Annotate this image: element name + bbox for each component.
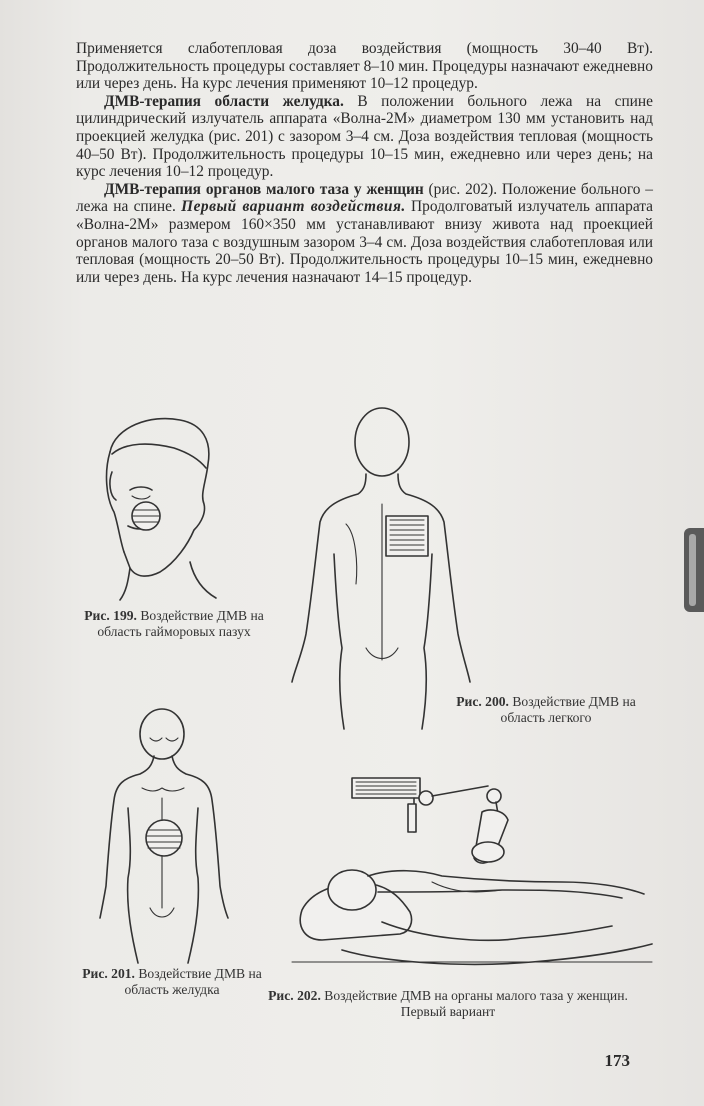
caption-199-text: Воздействие ДМВ на область гайморовых пазух <box>97 608 264 639</box>
paragraph-2-text: В положении больного лежа на спине цилиндрический излучатель аппарата «Волна-2М» диаметром 130 мм установить над проекцией желудка (рис. 201) с зазором 3–4 см. Доза воздействия тепловая (мощность 40–50 Вт). Продолжительность процедуры 10–15 мин, ежедневно или через день; на курс лечения 10–12 процедур. <box>76 92 653 181</box>
paragraph-3-text: Продолговатый излучатель аппарата «Волна-2М» размером 160×350 мм устанавливают внизу живота над проекцией органов малого таза с воздушным зазором 3–4 см. Доза воздействия слаботепловая или тепловая (мощность 20–50 Вт). Продолжительность процедуры 10–15 мин, ежедневно или через день. На курс лечения назначают 14–15 процедур. <box>76 198 653 286</box>
caption-202-label: Рис. 202. <box>268 988 321 1003</box>
caption-202-text: Воздействие ДМВ на органы малого таза у женщин. Первый вариант <box>324 988 628 1019</box>
body-text <box>76 40 653 286</box>
first-variant-label: Первый вариант воздействия. <box>181 198 406 216</box>
caption-201-text: Воздействие ДМВ на область желудка <box>124 966 262 997</box>
figure-201-front <box>92 708 242 963</box>
figure-202-reclining <box>282 772 662 977</box>
heading-pelvis: ДМВ-терапия органов малого таза у женщин <box>104 180 424 198</box>
page-number: 173 <box>604 1051 630 1070</box>
caption-fig-199 <box>74 608 274 640</box>
caption-201-label: Рис. 201. <box>82 966 135 981</box>
caption-200-text: Воздействие ДМВ на область легкого <box>500 694 636 725</box>
paragraph-3-mid: (рис. 202). Положение больного – лежа на спине. <box>76 180 653 216</box>
heading-stomach: ДМВ-терапия области желудка. <box>104 92 344 110</box>
paragraph-2 <box>76 93 653 181</box>
figure-199-head <box>90 412 240 602</box>
caption-fig-200 <box>446 694 646 726</box>
caption-200-label: Рис. 200. <box>456 694 509 709</box>
caption-199-label: Рис. 199. <box>84 608 137 623</box>
paragraph-1: Применяется слаботепловая доза воздействия (мощность 30–40 Вт). Продолжительность процедуры составляет 8–10 мин. Процедуры назначают ежедневно или через день. На курс лечения применяют 10–12 процедур. <box>76 40 653 93</box>
page-tab-marker <box>684 528 704 612</box>
paragraph-3 <box>76 181 653 287</box>
caption-fig-202 <box>268 988 628 1020</box>
caption-fig-201 <box>72 966 272 998</box>
figure-200-back <box>286 404 476 729</box>
